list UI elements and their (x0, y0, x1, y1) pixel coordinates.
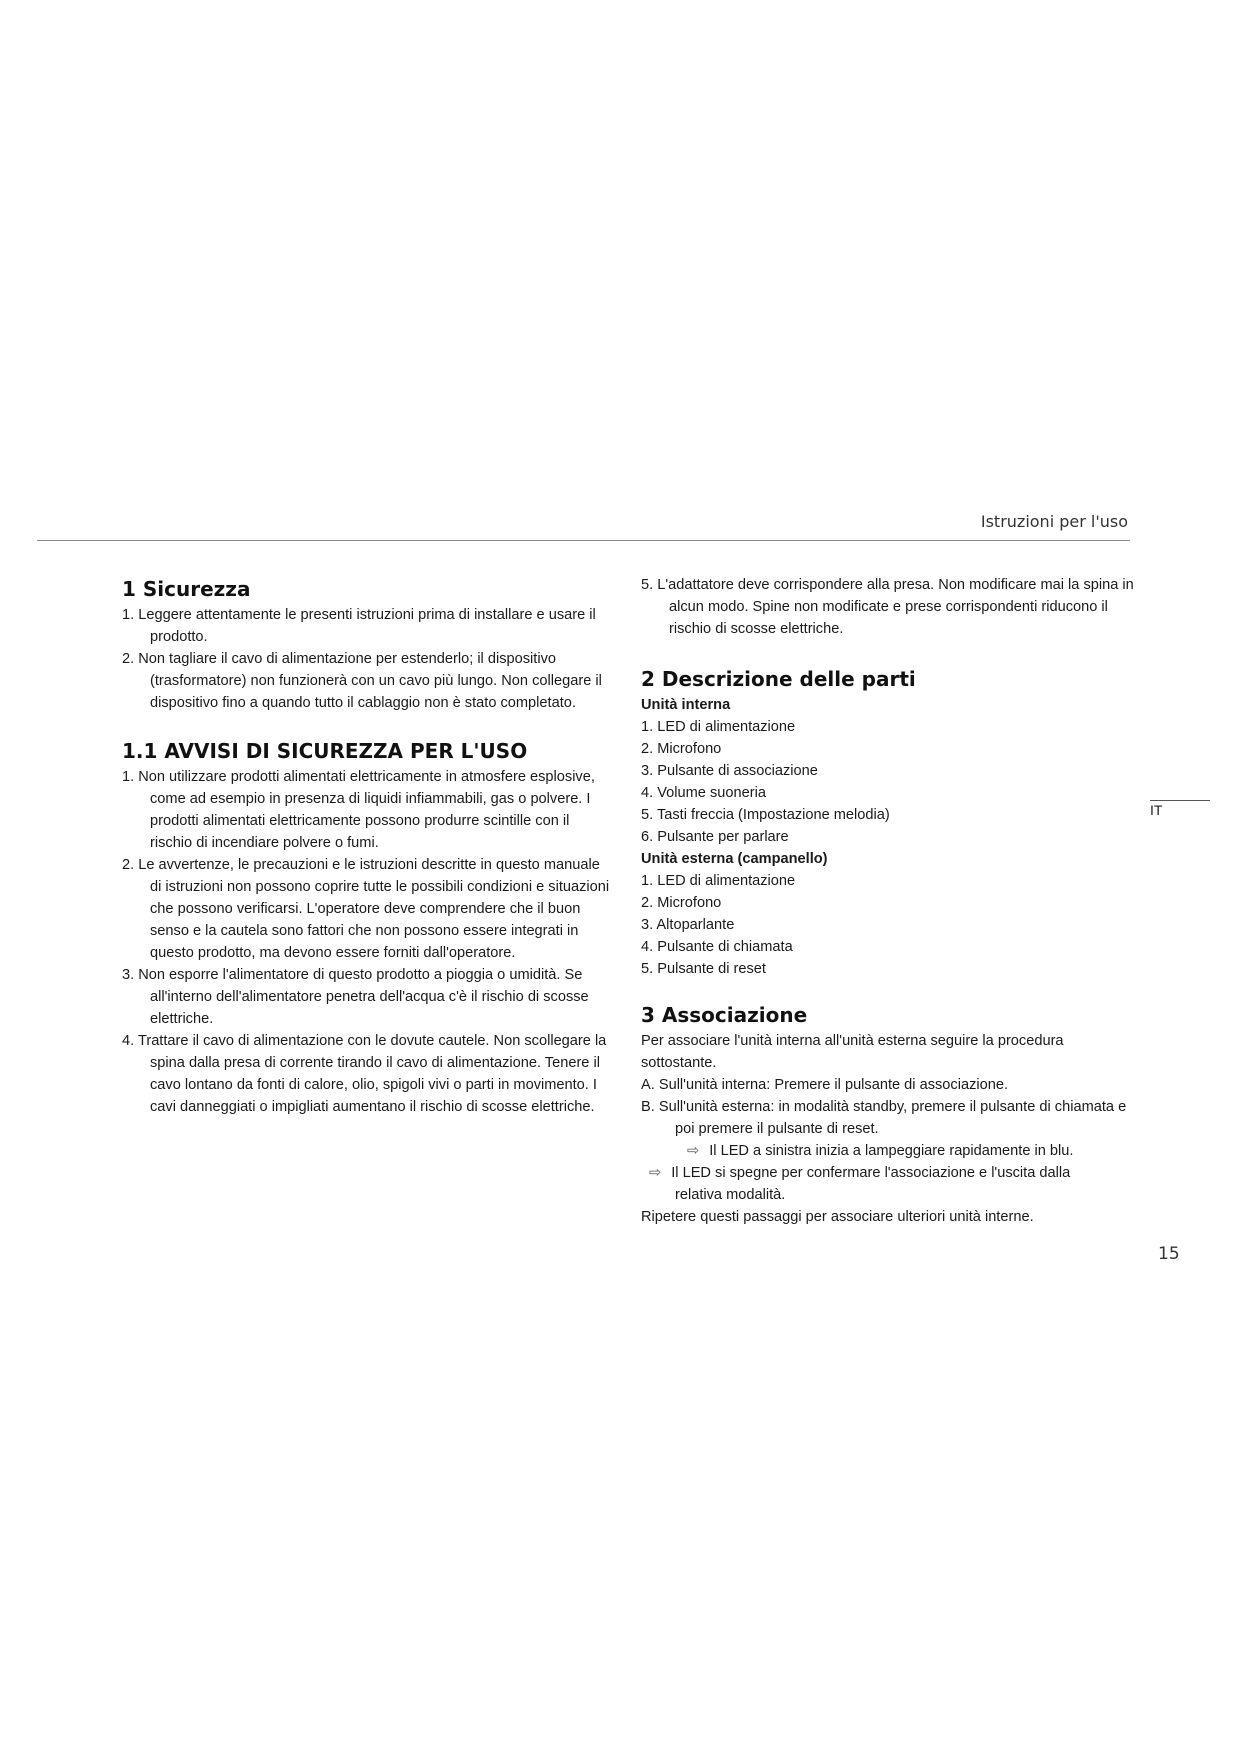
pairing-outro: Ripetere questi passaggi per associare ulteriori unità interne. (641, 1209, 1034, 1225)
section-3-title: 3 Associazione (641, 1003, 808, 1027)
list-item: 5. L'adattatore deve corrispondere alla presa. Non modificare mai la spina in alcun modo. Spine non modificate e prese corrispondenti riducono il rischio di scosse elettriche. (641, 577, 1134, 637)
arrow-right-icon: ⇨ (687, 1143, 700, 1159)
indoor-unit-title: Unità interna (641, 697, 731, 713)
result-text-continued: relativa modalità. (675, 1187, 786, 1203)
document-header-title: Istruzioni per l'uso (980, 512, 1128, 531)
list-item: 3. Pulsante di associazione (641, 763, 818, 779)
list-item: 2. Microfono (641, 895, 722, 911)
list-item: 1. LED di alimentazione (641, 719, 796, 735)
list-item: 4. Volume suoneria (641, 785, 766, 801)
section-1-list (122, 604, 612, 714)
section-1-1-list (122, 766, 612, 1118)
pairing-step-b: B. Sull'unità esterna: in modalità standby, premere il pulsante di chiamata e poi premere il pulsante di reset. (641, 1099, 1127, 1137)
pairing-step-a: A. Sull'unità interna: Premere il pulsante di associazione. (641, 1077, 1009, 1093)
outdoor-parts-list (641, 870, 1141, 980)
list-item: 3. Altoparlante (641, 917, 735, 933)
pairing-intro: Per associare l'unità interna all'unità esterna seguire la procedura sottostante. (641, 1033, 1064, 1071)
list-item: 6. Pulsante per parlare (641, 829, 789, 845)
outdoor-unit-title: Unità esterna (campanello) (641, 851, 828, 867)
list-item: 1. Non utilizzare prodotti alimentati elettricamente in atmosfere esplosive, come ad esempio in presenza di liquidi infiammabili, gas o polvere. I prodotti alimentati elettricamente possono produrre scintille con il rischio di incendiare polvere o fumi. (122, 769, 595, 851)
section-1-title: 1 Sicurezza (122, 577, 251, 601)
list-item: 4. Trattare il cavo di alimentazione con le dovute cautele. Non scollegare la spina dalla presa di corrente tirando il cavo di alimentazione. Tenere il cavo lontano da fonti di calore, olio, spigoli vivi o parti in movimento. I cavi danneggiati o impigliati aumentano il rischio di scosse elettriche. (122, 1033, 607, 1115)
list-item: 2. Le avvertenze, le precauzioni e le istruzioni descritte in questo manuale di istruzioni non possono coprire tutte le possibili condizioni e situazioni che possono verificarsi. L'operatore deve comprendere che il buon senso e la cautela sono fattori che non possono essere integrati in questo prodotto, ma devono essere forniti dall'operatore. (122, 857, 610, 961)
list-item: 5. Pulsante di reset (641, 961, 766, 977)
indoor-parts-list (641, 716, 1141, 848)
left-column (122, 574, 612, 1118)
result-text: Il LED a sinistra inizia a lampeggiare rapidamente in blu. (709, 1143, 1074, 1159)
language-tag: IT (1150, 800, 1210, 818)
arrow-right-icon: ⇨ (649, 1165, 662, 1181)
list-item: 3. Non esporre l'alimentatore di questo prodotto a pioggia o umidità. Se all'interno dell'alimentatore penetra dell'acqua c'è il rischio di scosse elettriche. (122, 967, 589, 1027)
list-item: 4. Pulsante di chiamata (641, 939, 793, 955)
result-text: Il LED si spegne per confermare l'associazione e l'uscita dalla (671, 1165, 1071, 1181)
page-number: 15 (1158, 1244, 1180, 1264)
pairing-result-2 (641, 1162, 1141, 1206)
list-item: 2. Non tagliare il cavo di alimentazione per estenderlo; il dispositivo (trasformatore) non funzionerà con un cavo più lungo. Non collegare il dispositivo fino a quando tutto il cablaggio non è stato completato. (122, 651, 602, 711)
pairing-result-1 (641, 1140, 1141, 1162)
list-item: 5. Tasti freccia (Impostazione melodia) (641, 807, 890, 823)
list-item: 2. Microfono (641, 741, 722, 757)
section-1-1-title: 1.1 AVVISI DI SICUREZZA PER L'USO (122, 739, 528, 763)
section-2-title: 2 Descrizione delle parti (641, 667, 916, 691)
header-divider (37, 540, 1130, 541)
list-item: 1. LED di alimentazione (641, 873, 796, 889)
list-item: 1. Leggere attentamente le presenti istruzioni prima di installare e usare il prodotto. (122, 607, 596, 645)
right-column (641, 574, 1141, 1228)
